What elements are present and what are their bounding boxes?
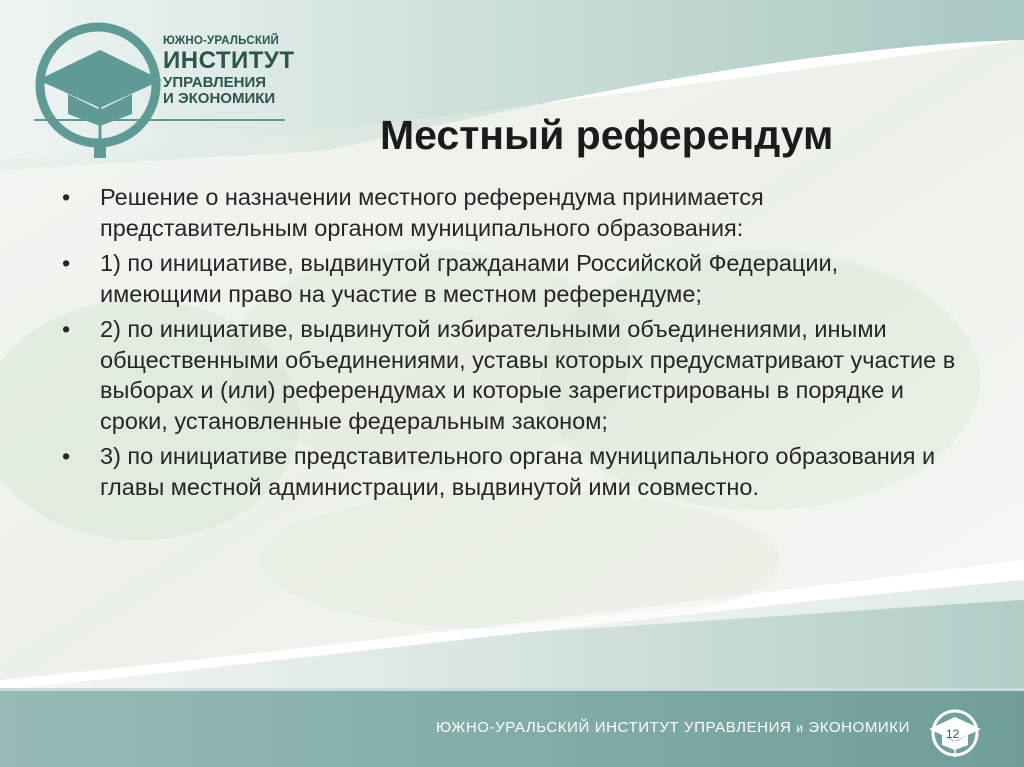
footer-text-part: и — [796, 721, 804, 735]
slide-title: Местный референдум — [380, 112, 834, 158]
logo-text — [163, 36, 294, 106]
footer-divider — [0, 688, 1024, 691]
bullet-list — [62, 182, 962, 507]
footer-institute-name — [436, 719, 910, 736]
page-number: 12 — [946, 727, 960, 741]
bullet-item — [62, 248, 962, 309]
logo-line-1: ЮЖНО-УРАЛЬСКИЙ — [163, 35, 280, 47]
bullet-item — [62, 441, 962, 502]
bullet-text: Решение о назначении местного референдума принимается представительным органом муниципального образования: — [100, 184, 764, 241]
bullet-text: 3) по инициативе представительного органа муниципального образования и главы местной администрации, выдвинутой ими совместно. — [100, 443, 936, 500]
bullet-marker: • — [62, 316, 71, 342]
bullet-text: 1) по инициативе, выдвинутой гражданами Российской Федерации, имеющими право на участие в местном референдуме; — [100, 250, 839, 307]
bullet-marker: • — [62, 443, 71, 469]
logo-line-2: ИНСТИТУТ — [163, 46, 295, 74]
logo-line-3: УПРАВЛЕНИЯ — [163, 73, 267, 91]
bullet-text: 2) по инициативе, выдвинутой избирательными объединениями, иными общественными объединениями, уставы которых предусматривают участие в выборах и (или) референдумах и которые зарегистрированы в порядке и сроки, установленные федеральным законом; — [100, 316, 956, 434]
footer-text-part: ЮЖНО-УРАЛЬСКИЙ ИНСТИТУТ УПРАВЛЕНИЯ — [436, 719, 797, 736]
logo-line-4: И ЭКОНОМИКИ — [163, 89, 276, 107]
bullet-item — [62, 182, 962, 243]
bullet-item — [62, 314, 962, 436]
footer-text-part: ЭКОНОМИКИ — [803, 719, 911, 736]
bullet-marker: • — [62, 184, 71, 210]
bullet-marker: • — [62, 250, 71, 276]
